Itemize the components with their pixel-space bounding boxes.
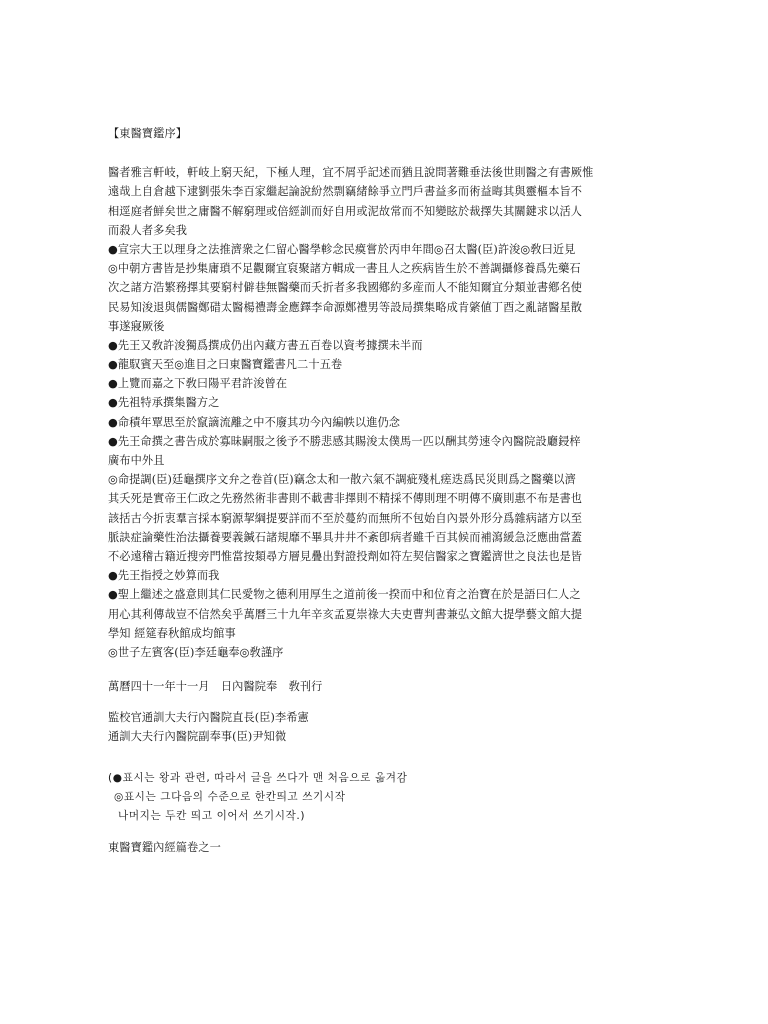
document-title: 【東醫寶鑑序】 <box>108 127 188 140</box>
preface-line: ●命積年覃思至於竄謫流離之中不廢其功今內編帙以進仍念 <box>108 415 401 429</box>
preface-line: 脈訣症論藥性治法攝養要義鍼石諸規靡不畢具井井不紊卽病者雖千百其候而補瀉緩急泛應曲當蓋 <box>108 530 583 544</box>
preface-line: ●上覽而嘉之下敎曰陽平君許浚曾在 <box>108 377 288 391</box>
preface-line: 民易知浚退與儒醫鄭碏太醫楊禮壽金應鐸李命源鄭禮男等設局撰集略成肯綮値丁酉之亂諸醫星散 <box>108 300 583 314</box>
note-line: 나머지는 두칸 띄고 이어서 쓰기시작.) <box>118 810 306 822</box>
preface-line: 而殺人者多矣我 <box>108 223 188 237</box>
note-line: (●표시는 왕과 관련, 따라서 글을 쓰다가 맨 처음으로 옮겨감 <box>108 771 408 784</box>
preface-line: 該括古今折衷羣言採本窮源挈綱提要詳而不至於蔓約而無所不包始自內景外形分爲雜病諸方以至 <box>108 511 583 525</box>
next-section-title: 東醫寶鑑內經篇卷之一 <box>108 841 221 855</box>
preface-line: 次之諸方浩繁務擇其要窮村僻巷無醫藥而夭折者多我國鄕約多産而人不能知爾宜分類並書鄕名使 <box>108 281 583 295</box>
preface-line: ●宣宗大王以理身之法推濟衆之仁留心醫學軫念民瘼嘗於丙申年間◎召太醫(臣)許浚◎敎曰近見 <box>108 242 576 256</box>
publication-line: 萬曆四十一年十一月 日內醫院奉 敎刊行 <box>108 680 323 694</box>
preface-line: 醫者雅言軒岐，軒岐上窮天紀，下極人理，宜不屑乎記述而猶且說問著難垂法後世則醫之有書厥惟 <box>108 166 594 180</box>
preface-line: ●先王指授之妙算而我 <box>108 569 220 583</box>
preface-line: 用心其利傳哉豈不信然矣乎萬曆三十九年辛亥孟夏崇祿大夫吏曹判書兼弘文館大提學藝文館大提 <box>108 607 583 621</box>
document-body <box>108 124 668 857</box>
preface-line: ●聖上繼述之盛意則其仁民愛物之德利用厚生之道前後一揆而中和位育之治寶在於是語曰仁人之 <box>108 588 581 602</box>
preface-line: 不必遠稽古籍近搜旁門惟當按類尋方層見疊出對證投劑如符左契信醫家之寶鑑濟世之良法也是皆 <box>108 549 583 563</box>
preface-line: ●先王又敎許浚獨爲撰成仍出內藏方書五百卷以資考據撰未半而 <box>108 338 423 352</box>
preface-text <box>108 163 668 662</box>
preface-line: ◎中朝方書皆是抄集庸瑣不足觀爾宜裒聚諸方輯成一書且人之疾病皆生於不善調攝修養爲先藥石 <box>108 262 581 276</box>
preface-line: 廣布中外且 <box>108 454 165 467</box>
preface-line: 其夭死是實帝王仁政之先務然術非書則不載書非擇則不精採不傳則理不明傳不廣則惠不布是書也 <box>108 492 583 506</box>
preface-line: ●先祖特承撰集醫方之 <box>108 396 220 410</box>
note-line: ◎표시는 그다음의 수준으로 한칸띄고 쓰기시작 <box>114 790 346 803</box>
preface-line: 事遂寢厥後 <box>108 319 165 333</box>
officials-list <box>108 708 668 746</box>
formatting-note <box>108 769 668 827</box>
preface-line: ◎世子左賓客(臣)李廷龜奉◎敎謹序 <box>108 645 284 659</box>
official-line: 監校官通訓大夫行內醫院直長(臣)李希憲 <box>108 711 309 725</box>
preface-line: 遠哉上自倉越下逮劉張朱李百家繼起論說紛然剽竊緒餘爭立門戶書益多而術益晦其與靈樞本旨不 <box>108 185 583 199</box>
preface-line: ●先王命撰之書告成於寡昧嗣服之後予不勝悲感其賜浚太僕馬一匹以酬其勞速令內醫院設廳鋟梓 <box>108 434 581 448</box>
preface-line: 學知 經筵春秋館成均館事 <box>108 626 236 640</box>
preface-line: ●龍馭賓天至◎進目之曰東醫寶鑑書凡二十五卷 <box>108 358 343 372</box>
preface-line: 相逕庭者鮮矣世之庸醫不解窮理或倍經訓而好自用或泥故常而不知變眩於裁擇失其關鍵求以活人 <box>108 204 583 218</box>
official-line: 通訓大夫行內醫院副奉事(臣)尹知微 <box>108 730 287 744</box>
preface-line: ◎命提調(臣)廷龜撰序文弁之卷首(臣)竊念太和一散六氣不調疵殘札瘥迭爲民災則爲之醫藥以濟 <box>108 473 576 487</box>
